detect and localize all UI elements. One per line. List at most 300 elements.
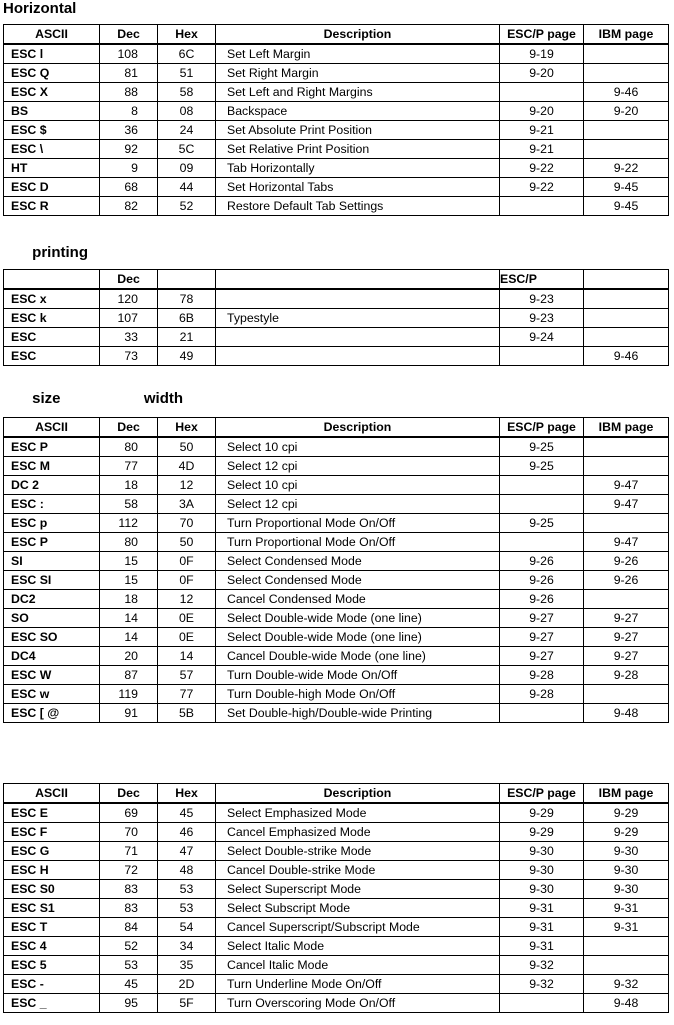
cell-escp: 9-25 [500,437,584,457]
cell-desc: Set Horizontal Tabs [216,178,500,197]
cell-dec: 83 [100,880,158,899]
cell-escp: 9-21 [500,121,584,140]
cell-escp [500,347,584,366]
cell-escp: 9-25 [500,514,584,533]
cell-desc: Backspace [216,102,500,121]
cell-ascii: ESC : [4,495,100,514]
cell-ascii: ESC SO [4,628,100,647]
cell-escp: 9-26 [500,571,584,590]
table-row [4,514,669,533]
column-header: IBM page [584,25,669,45]
cell-hex: 53 [158,899,216,918]
table-row [4,590,669,609]
cell-dec: 36 [100,121,158,140]
table-row [4,842,669,861]
cell-desc: Select 10 cpi [216,437,500,457]
cell-hex: 14 [158,647,216,666]
column-header: ESC/P [500,270,584,290]
cell-escp [500,704,584,723]
table-row [4,140,669,159]
table-row [4,347,669,366]
column-header: Dec [100,270,158,290]
table-header-row [4,270,669,290]
cell-hex: 54 [158,918,216,937]
table-row [4,102,669,121]
cell-escp: 9-26 [500,552,584,571]
cell-escp: 9-27 [500,628,584,647]
cell-dec: 18 [100,476,158,495]
cell-escp: 9-28 [500,666,584,685]
cell-ibm [584,289,669,309]
cell-ibm [584,514,669,533]
cell-hex: 35 [158,956,216,975]
cell-ibm: 9-31 [584,899,669,918]
cell-ascii: BS [4,102,100,121]
column-header: Description [216,784,500,804]
cell-ascii: ESC T [4,918,100,937]
cell-desc: Set Left and Right Margins [216,83,500,102]
cell-hex: 53 [158,880,216,899]
table-row [4,64,669,83]
cell-ibm: 9-46 [584,83,669,102]
column-header: IBM page [584,784,669,804]
cell-escp: 9-29 [500,803,584,823]
cell-ibm: 9-45 [584,178,669,197]
cell-escp: 9-21 [500,140,584,159]
cell-ascii: ESC [4,347,100,366]
column-header: ASCII [4,418,100,438]
cell-ibm [584,590,669,609]
cell-desc: Set Right Margin [216,64,500,83]
cell-ascii: ESC p [4,514,100,533]
cell-escp: 9-32 [500,975,584,994]
column-header: ASCII [4,25,100,45]
cell-ibm [584,685,669,704]
table-row [4,647,669,666]
table-row [4,994,669,1013]
cell-escp: 9-30 [500,842,584,861]
cell-ibm: 9-31 [584,918,669,937]
table-row [4,803,669,823]
table-row [4,899,669,918]
cell-desc: Cancel Double-strike Mode [216,861,500,880]
cell-ascii: ESC W [4,666,100,685]
cell-escp [500,476,584,495]
cell-escp [500,495,584,514]
cell-ibm: 9-26 [584,571,669,590]
cell-escp [500,994,584,1013]
cell-ascii: ESC H [4,861,100,880]
cell-dec: 45 [100,975,158,994]
table-row [4,121,669,140]
cell-hex: 49 [158,347,216,366]
cell-ibm: 9-26 [584,552,669,571]
column-header: IBM page [584,418,669,438]
cell-dec: 52 [100,937,158,956]
cell-desc: Select Condensed Mode [216,552,500,571]
cell-hex: 70 [158,514,216,533]
cell-ibm [584,457,669,476]
table-row [4,823,669,842]
cell-hex: 5F [158,994,216,1013]
cell-hex: 0F [158,571,216,590]
cell-desc: Turn Double-high Mode On/Off [216,685,500,704]
cell-ibm [584,437,669,457]
cell-dec: 20 [100,647,158,666]
cell-dec: 70 [100,823,158,842]
cell-hex: 0E [158,609,216,628]
cell-ibm: 9-47 [584,533,669,552]
cell-desc: Cancel Superscript/Subscript Mode [216,918,500,937]
cell-escp: 9-22 [500,178,584,197]
cell-dec: 8 [100,102,158,121]
cell-ibm [584,140,669,159]
table-row [4,476,669,495]
cell-ascii: ESC S1 [4,899,100,918]
cell-ascii: ESC [4,328,100,347]
cell-ibm: 9-27 [584,647,669,666]
cell-hex: 12 [158,476,216,495]
cell-escp: 9-32 [500,956,584,975]
cell-ibm: 9-20 [584,102,669,121]
table-row [4,956,669,975]
table-row [4,289,669,309]
cell-ibm: 9-30 [584,880,669,899]
table-row [4,83,669,102]
cell-escp: 9-20 [500,102,584,121]
table-row [4,666,669,685]
column-header: Description [216,418,500,438]
column-header: Hex [158,784,216,804]
cell-ascii: ESC Q [4,64,100,83]
section-heading-size-width: size width [3,390,184,407]
cell-ascii: ESC R [4,197,100,216]
cell-ascii: ESC w [4,685,100,704]
column-header: Description [216,25,500,45]
table-header-row [4,418,669,438]
cell-ascii: ESC M [4,457,100,476]
cell-hex: 6B [158,309,216,328]
cell-hex: 24 [158,121,216,140]
cell-hex: 5C [158,140,216,159]
cell-ascii: ESC SI [4,571,100,590]
table-row [4,178,669,197]
column-header: ESC/P page [500,784,584,804]
cell-desc: Set Left Margin [216,44,500,64]
cell-dec: 80 [100,437,158,457]
cell-dec: 69 [100,803,158,823]
cell-ibm: 9-30 [584,861,669,880]
cell-desc: Set Double-high/Double-wide Printing [216,704,500,723]
cell-hex: 46 [158,823,216,842]
cell-escp: 9-30 [500,880,584,899]
cell-escp: 9-24 [500,328,584,347]
cell-escp [500,533,584,552]
cell-ascii: ESC S0 [4,880,100,899]
cell-ibm: 9-29 [584,823,669,842]
cell-dec: 77 [100,457,158,476]
column-header: Hex [158,418,216,438]
column-header [158,270,216,290]
cell-escp: 9-31 [500,937,584,956]
table-row [4,609,669,628]
cell-dec: 72 [100,861,158,880]
section-heading-horizontal: Horizontal [3,0,77,17]
table-row [4,159,669,178]
table-row [4,309,669,328]
cell-desc [216,347,500,366]
cell-hex: 0F [158,552,216,571]
cell-desc: Select Double-wide Mode (one line) [216,628,500,647]
cell-escp: 9-28 [500,685,584,704]
cell-desc: Set Relative Print Position [216,140,500,159]
cell-ascii: ESC x [4,289,100,309]
cell-dec: 15 [100,552,158,571]
cell-desc: Select 10 cpi [216,476,500,495]
cell-hex: 58 [158,83,216,102]
cell-dec: 119 [100,685,158,704]
cell-dec: 120 [100,289,158,309]
cell-desc: Set Absolute Print Position [216,121,500,140]
cell-desc: Select Italic Mode [216,937,500,956]
cell-ibm: 9-46 [584,347,669,366]
cell-ibm: 9-32 [584,975,669,994]
column-header: ASCII [4,784,100,804]
cell-escp: 9-26 [500,590,584,609]
command-table-size-width [3,417,669,723]
column-header: Dec [100,784,158,804]
cell-ascii: ESC - [4,975,100,994]
cell-hex: 51 [158,64,216,83]
section-heading-printing: printing [3,244,88,261]
column-header: Dec [100,25,158,45]
cell-hex: 21 [158,328,216,347]
column-header: Hex [158,25,216,45]
cell-ascii: ESC $ [4,121,100,140]
cell-ibm [584,309,669,328]
cell-ibm: 9-22 [584,159,669,178]
cell-ibm [584,44,669,64]
cell-ibm: 9-47 [584,495,669,514]
cell-desc: Select Superscript Mode [216,880,500,899]
cell-ascii: ESC 4 [4,937,100,956]
table-row [4,457,669,476]
cell-ascii: ESC G [4,842,100,861]
cell-hex: 09 [158,159,216,178]
cell-desc [216,289,500,309]
cell-dec: 68 [100,178,158,197]
column-header [4,270,100,290]
command-table-printing [3,269,669,366]
cell-desc: Select 12 cpi [216,457,500,476]
table-row [4,495,669,514]
cell-dec: 33 [100,328,158,347]
cell-dec: 84 [100,918,158,937]
cell-dec: 82 [100,197,158,216]
cell-ibm: 9-30 [584,842,669,861]
cell-dec: 92 [100,140,158,159]
cell-hex: 0E [158,628,216,647]
cell-ascii: SO [4,609,100,628]
cell-hex: 77 [158,685,216,704]
cell-dec: 83 [100,899,158,918]
cell-escp: 9-30 [500,861,584,880]
table-row [4,704,669,723]
cell-ascii: DC2 [4,590,100,609]
table-row [4,571,669,590]
cell-ibm: 9-27 [584,628,669,647]
cell-dec: 18 [100,590,158,609]
cell-escp: 9-23 [500,309,584,328]
cell-dec: 88 [100,83,158,102]
cell-hex: 45 [158,803,216,823]
cell-desc: Select Condensed Mode [216,571,500,590]
cell-dec: 9 [100,159,158,178]
cell-dec: 73 [100,347,158,366]
cell-desc: Select Subscript Mode [216,899,500,918]
cell-desc: Turn Double-wide Mode On/Off [216,666,500,685]
cell-dec: 15 [100,571,158,590]
cell-desc [216,328,500,347]
cell-ibm [584,937,669,956]
cell-desc: Cancel Italic Mode [216,956,500,975]
cell-escp [500,197,584,216]
table-row [4,552,669,571]
table-row [4,44,669,64]
cell-dec: 81 [100,64,158,83]
cell-ascii: DC4 [4,647,100,666]
table-row [4,861,669,880]
table-row [4,975,669,994]
cell-hex: 48 [158,861,216,880]
cell-ascii: ESC \ [4,140,100,159]
cell-ascii: ESC 5 [4,956,100,975]
cell-ascii: HT [4,159,100,178]
cell-desc: Cancel Emphasized Mode [216,823,500,842]
cell-dec: 107 [100,309,158,328]
cell-desc: Select Emphasized Mode [216,803,500,823]
cell-ascii: ESC F [4,823,100,842]
cell-dec: 108 [100,44,158,64]
cell-ascii: ESC k [4,309,100,328]
cell-hex: 50 [158,437,216,457]
cell-ascii: ESC l [4,44,100,64]
cell-hex: 2D [158,975,216,994]
cell-hex: 12 [158,590,216,609]
cell-desc: Turn Overscoring Mode On/Off [216,994,500,1013]
cell-dec: 80 [100,533,158,552]
cell-desc: Tab Horizontally [216,159,500,178]
cell-desc: Select 12 cpi [216,495,500,514]
cell-hex: 78 [158,289,216,309]
cell-desc: Turn Proportional Mode On/Off [216,514,500,533]
cell-hex: 47 [158,842,216,861]
cell-hex: 3A [158,495,216,514]
cell-ascii: ESC D [4,178,100,197]
cell-ascii: SI [4,552,100,571]
cell-ibm: 9-48 [584,704,669,723]
cell-ibm: 9-28 [584,666,669,685]
cell-ascii: ESC P [4,533,100,552]
table-row [4,918,669,937]
cell-ibm [584,64,669,83]
table-row [4,533,669,552]
cell-desc: Turn Proportional Mode On/Off [216,533,500,552]
column-header: ESC/P page [500,418,584,438]
table-row [4,437,669,457]
cell-ibm: 9-27 [584,609,669,628]
table-row [4,628,669,647]
cell-escp: 9-29 [500,823,584,842]
cell-dec: 14 [100,628,158,647]
cell-escp: 9-20 [500,64,584,83]
cell-escp: 9-19 [500,44,584,64]
cell-desc: Typestyle [216,309,500,328]
cell-escp: 9-31 [500,918,584,937]
cell-ibm [584,956,669,975]
column-header: ESC/P page [500,25,584,45]
cell-hex: 52 [158,197,216,216]
cell-ibm: 9-29 [584,803,669,823]
cell-escp: 9-31 [500,899,584,918]
cell-desc: Restore Default Tab Settings [216,197,500,216]
cell-desc: Cancel Double-wide Mode (one line) [216,647,500,666]
cell-dec: 112 [100,514,158,533]
cell-hex: 6C [158,44,216,64]
command-table-horizontal [3,24,669,216]
command-table-enhancement [3,783,669,1013]
cell-desc: Turn Underline Mode On/Off [216,975,500,994]
table-header-row [4,25,669,45]
column-header: Dec [100,418,158,438]
cell-ascii: ESC X [4,83,100,102]
cell-escp: 9-25 [500,457,584,476]
cell-hex: 57 [158,666,216,685]
table-row [4,880,669,899]
cell-ascii: DC 2 [4,476,100,495]
column-header [216,270,500,290]
cell-dec: 71 [100,842,158,861]
cell-hex: 08 [158,102,216,121]
cell-ascii: ESC P [4,437,100,457]
cell-ibm [584,121,669,140]
cell-dec: 53 [100,956,158,975]
cell-ibm: 9-47 [584,476,669,495]
table-header-row [4,784,669,804]
cell-ibm [584,328,669,347]
cell-desc: Select Double-strike Mode [216,842,500,861]
cell-desc: Cancel Condensed Mode [216,590,500,609]
cell-hex: 34 [158,937,216,956]
cell-desc: Select Double-wide Mode (one line) [216,609,500,628]
cell-hex: 50 [158,533,216,552]
cell-escp: 9-27 [500,647,584,666]
cell-dec: 58 [100,495,158,514]
cell-ibm: 9-45 [584,197,669,216]
cell-escp: 9-22 [500,159,584,178]
cell-dec: 91 [100,704,158,723]
cell-dec: 95 [100,994,158,1013]
cell-escp [500,83,584,102]
cell-ibm: 9-48 [584,994,669,1013]
column-header [584,270,669,290]
cell-hex: 4D [158,457,216,476]
cell-hex: 44 [158,178,216,197]
cell-ascii: ESC [ @ [4,704,100,723]
cell-ascii: ESC _ [4,994,100,1013]
cell-escp: 9-27 [500,609,584,628]
cell-ascii: ESC E [4,803,100,823]
